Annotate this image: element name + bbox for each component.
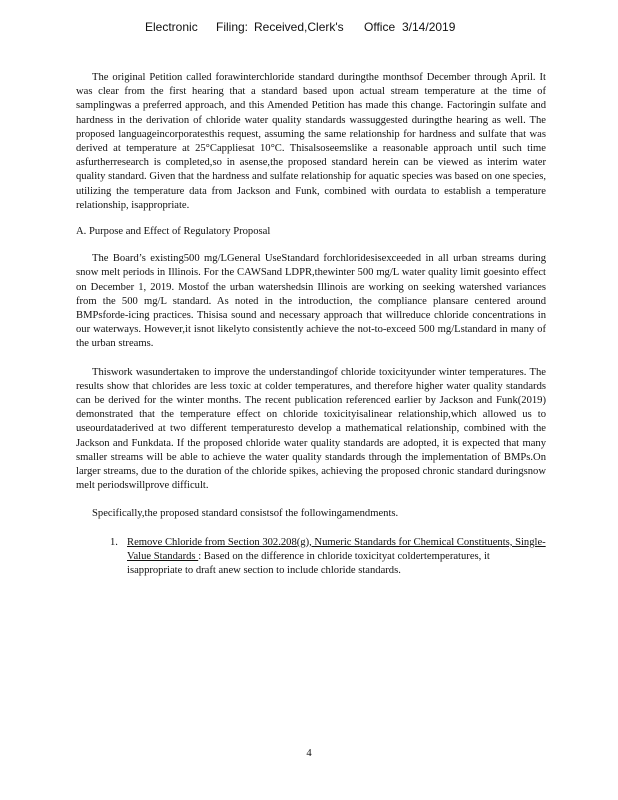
- paragraph-board-standard: The Board’s existing500 mg/LGeneral UseStandard forchloridesisexceeded in all urban streams during snow melt periods in Illinois. For the CAWSand LDPR,thewinter 500 mg/L water quality limit goesinto effect on December 1, 2019. Mostof the urban watershedsin Illinois are working on seeking watershed variances from the 500 mg/L standard. As noted in the introduction, the compliance plansare centered around BMPsforde-icing practices. Thisisa sound and necessary approach that willreduce chloride concentrations in our waterways. However,it isnot likelyto consistently achieve the not-to-exceed 500 mg/Lstandard in many of the urban streams.: [76, 253, 546, 350]
- header-date: 3/14/2019: [402, 20, 456, 34]
- header-received: Received,Clerk's: [254, 20, 344, 34]
- paragraph-amendments-intro: Specifically,the proposed standard consistsof the followingamendments.: [92, 508, 399, 520]
- page-number: 4: [306, 748, 312, 759]
- paragraph-petition-intro: The original Petition called forawinterchloride standard duringthe monthsof December through April. It was clear from the first hearing that a standard based upon actual stream temperature at the time of samplingwas a preferred approach, and this Amended Petition has made this change. Factoringin sulfate and hardness in the derivation of chloride water quality standards wassuggested duringthe hearing as well. The proposed languageincorporatesthis request, assuming the same relationship for hardness and sulfate that was derived at temperature at 25°Cappliesat 10°C. Thisalsoseemslike a reasonable approach until such time asfurtherresearch is completed,so in asense,the proposed standard herein can be viewed as interim water quality standard. Given that the hardness and sulfate relationship for aquatic species was based on one species, utilizing the temperature data from Jackson and Funk, combined with ourdata to establish a temperature relationship, isappropriate.: [76, 72, 546, 211]
- section-heading-a: A. Purpose and Effect of Regulatory Proposal: [76, 226, 271, 238]
- amendment-body: Based on the difference in chloride toxicityat coldertemperatures, it isappropriate to draft anew section to include chloride standards.: [127, 550, 490, 577]
- amendments-list: [76, 536, 546, 579]
- amendment-title: Remove Chloride from Section 302.208(g), Numeric Standards for Chemical Constituents, Single-Value Standards: [127, 536, 546, 562]
- amendment-item: [76, 536, 546, 579]
- header-office: Office: [364, 20, 396, 34]
- amendment-colon: :: [198, 550, 202, 562]
- paragraph-research-work: Thiswork wasundertaken to improve the understandingof chloride toxicityunder winter temperatures. The results show that chlorides are less toxic at colder temperatures, and therefore higher water quality standards can be derived for the winter months. The recent publication referenced earlier by Jackson and Funk(2019) demonstrated that the temperature effect on chloride toxicityisalinear relationship,which allowed us to useourdataderived at two different temperaturesto develop a mathematical relationship, combined with the Jackson and Funkdata. If the proposed chloride water quality standards are adopted, it is expected that many smaller streams will be able to achieve the water quality standards through the implementation of BMPs.On larger streams, due to the duration of the chloride spikes, achieving the proposed chronic standard duringsnow melt periodswillprove difficult.: [76, 366, 546, 492]
- header-electronic: Electronic: [145, 20, 198, 34]
- document-body: [76, 71, 546, 578]
- amendment-number: 1.: [110, 536, 118, 548]
- header-filing: Filing:: [216, 20, 249, 34]
